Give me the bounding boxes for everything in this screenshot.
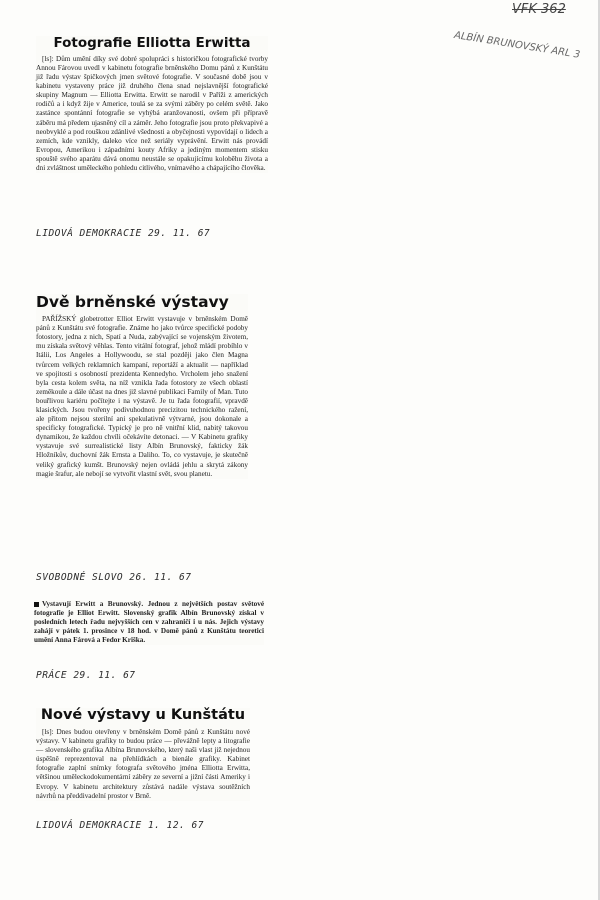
clipping-title: Fotografie Elliotta Erwitta [53, 35, 251, 51]
clipping-title: Dvě brněnské výstavy [36, 293, 229, 311]
clipping-lead: Vystavují Erwitt a Brunovský. [42, 600, 144, 608]
clipping-source: LIDOVÁ DEMOKRACIE 1. 12. 67 [36, 820, 204, 831]
clipping-title: Nové výstavy u Kunštátu [40, 707, 246, 723]
clipping-source: LIDOVÁ DEMOKRACIE 29. 11. 67 [36, 228, 211, 239]
clipping-source: SVOBODNÉ SLOVO 26. 11. 67 [36, 572, 192, 583]
archive-reference: VFK 362 [512, 2, 566, 17]
newspaper-clipping [36, 708, 250, 801]
clipping-text: PAŘÍŽSKÝ globetrotter Elliot Erwitt vystavuje v brněnském Domě pánů z Kunštátu své fotografie. Známe ho jako tvůrce specifické podoby fotostory, jedna z nich, Spatí a Nuda, zabývající se vojenským životem, mu získala světový věhlas. Tento vitální fotograf, jehož mládí probíhlo v Itálii, Los Angeles a Hollywoodu, se stal později jako člen Magna tvůrcem velkých reklamních kampaní, reportáží a aktualit — například ve spojitosti s osobností prezidenta Kennedyho. Vrcholem jeho snažení byla cesta kolem světa, na níž vznikla řada fotostory ze všech oblastí zeměkoule a dále účast na dnes již slavné publikaci Family of Man. Tuto bouřlivou kariéru počítejte i na výstavě. Je tu řada fotografií, vpravdě klasických. Jsou tvořeny podivuhodnou precizitou technického ražení, ale přitom nejsou sterilní ani spekulativně výtvarné, jsou dokonale a specificky fotografické. Typický je pro ně vnitřní klid, nabitý takovou dynamikou, že každou chvíli očekávíte detonaci. — V Kabinetu grafiky vystavuje své surrealistické listy Albín Brunovský, fakticky žák Hložníkův, duchovní žák Ernsta a Daliho. To, co vystavuje, je skutečně veliký grafický kumšt. Brunovský nejen ovládá jehlu a skrytá zákony magie šrafur, ale nebojí se vytvořit vlastní svět, svou planetu. [36, 315, 248, 478]
clipping-text: [ls]: Dnes budou otevřeny v brněnském Domě pánů z Kunštátu nové výstavy. V kabinetu grafiky to budou práce — převážně lepty a litografie — slovenského grafika Albína Brunovského, který naši vlast již nejednou úspěšně reprezentoval na přehlídkách a bienále grafiky. Kabinet fotografie zaplní snímky fotografa světového jména Elliotta Erwitta, většinou uměleckodokumentární záběry ze severní a jižní části Ameriky i Evropy. V kabinetu architektury zůstává nadále výstava soutěžních návrhů na předdivadelní prostor v Brně. [36, 727, 250, 800]
clipping-text [34, 600, 264, 645]
clipping-source: PRÁCE 29. 11. 67 [36, 670, 136, 681]
clipping-text: [ls]: Dům umění díky své dobré spolupráci s historičkou fotografické tvorby Annou Fárovou uvedl v kabinetu fotografie brněnského Domu pánů z Kunštátu již řadu výstav špičkových jmen světové fotografie. V současné době jsou v kabinetu vystaveny práce již druhého člena snad nejslavnější fotografické skupiny Magnum — Elliotta Erwitta. Erwitt se narodil v Paříži z amerických rodičů a i když žije v Americe, toulá se za svými záběry po celém světě. Jako zastánce spontánní fotografie se vyhýbá aranžovanosti, ovšem při přípravě záběru má předem ujasněný cíl a záměr. Jeho fotografie jsou proto překvapivé a neobvyklé a pod rouškou zdánlivé všednosti a obyčejnosti vypovídají o lidech a zemích, kde vznikly, daleko více než seriály vyprávění. Erwitt nás provádí Evropou, Amerikou i západními kouty Afriky a jediným momentem stisku spouště svého aparátu dává onomu neustále se opakujícímu koloběhu života a dni zvláštnost uměleckého pohledu citlivého, vnímavého a chápajícího člověka. [36, 54, 268, 172]
newspaper-clipping [36, 294, 248, 479]
bullet-square-icon [34, 602, 39, 607]
newspaper-clipping [36, 36, 268, 173]
handwritten-note: ALBÍN BRUNOVSKÝ ARL 3 [453, 30, 581, 61]
clipping-lead-body: Jednou z největších postav světové fotografie je Elliot Erwitt. Slovenský grafik Albín Brunovský získal v posledních letech řadu nejvyšších cen v zahraničí i u nás. Jejich výstavy zahájí v pátek 1. prosince v 18 hod. v Domě pánů z Kunštátu teoretici umění Anna Fárová a Fedor Kriška. [34, 600, 265, 645]
newspaper-clipping [34, 600, 264, 645]
